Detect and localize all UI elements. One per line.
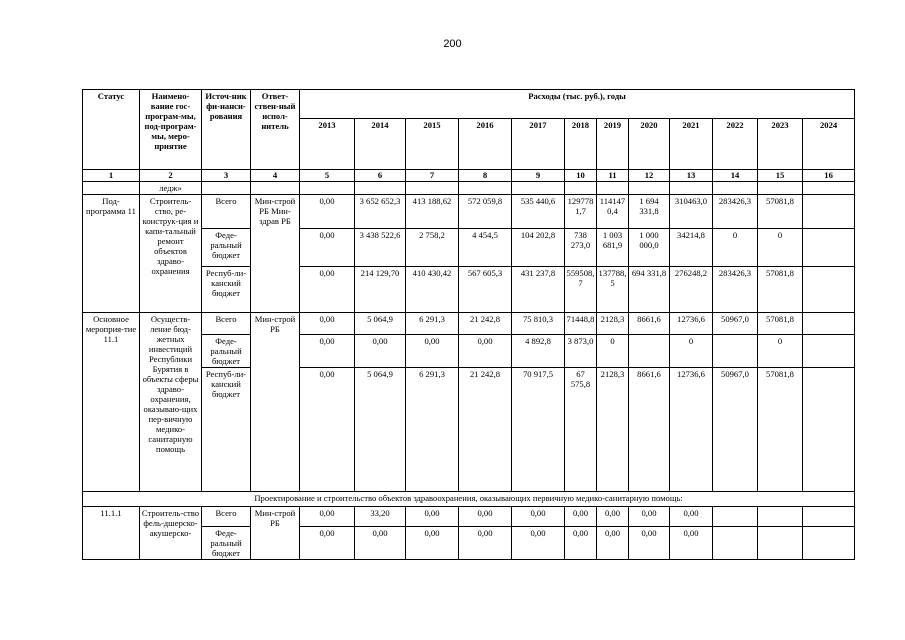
expense-value: 2128,3 bbox=[597, 368, 629, 492]
expense-value: 0,00 bbox=[512, 527, 565, 560]
expense-value: 8661,6 bbox=[629, 313, 670, 335]
expense-value: 70 917,5 bbox=[512, 368, 565, 492]
header-year: 2024 bbox=[803, 119, 855, 170]
expense-value: 0 bbox=[758, 229, 803, 267]
expense-value: 214 129,70 bbox=[355, 267, 406, 313]
expense-value: 0,00 bbox=[300, 368, 355, 492]
expense-value: 50967,0 bbox=[713, 368, 758, 492]
expense-value: 410 430,42 bbox=[406, 267, 459, 313]
expense-value: 0,00 bbox=[300, 229, 355, 267]
expense-value: 21 242,8 bbox=[459, 313, 512, 335]
expense-value bbox=[713, 507, 758, 527]
expense-value: 0,00 bbox=[355, 527, 406, 560]
section-row bbox=[83, 492, 855, 507]
expense-value bbox=[713, 335, 758, 368]
funding-source: Респуб-ли-канский бюджет bbox=[202, 267, 251, 313]
expense-value: 2 758,2 bbox=[406, 229, 459, 267]
item-status: 11.1.1 bbox=[83, 507, 140, 560]
funding-source: Феде-ральный бюджет bbox=[202, 335, 251, 368]
column-number: 14 bbox=[713, 170, 758, 182]
expense-value: 0,00 bbox=[406, 335, 459, 368]
item-name: Строитель-ство фель-дшерско-акушерско- bbox=[140, 507, 202, 560]
column-number: 13 bbox=[670, 170, 713, 182]
expense-value: 0,00 bbox=[300, 527, 355, 560]
expense-value: 4 892,8 bbox=[512, 335, 565, 368]
expense-value: 6 291,3 bbox=[406, 368, 459, 492]
expense-value: 0 bbox=[597, 335, 629, 368]
expense-value: 0 bbox=[758, 335, 803, 368]
measure-executor: Мин-строй РБ bbox=[251, 313, 300, 492]
expense-value: 0 bbox=[670, 335, 713, 368]
expense-value: 0,00 bbox=[670, 527, 713, 560]
expense-value: 1141470,4 bbox=[597, 195, 629, 229]
expense-value: 21 242,8 bbox=[459, 368, 512, 492]
column-number: 9 bbox=[512, 170, 565, 182]
expense-value: 5 064,9 bbox=[355, 368, 406, 492]
expense-value: 67 575,8 bbox=[565, 368, 597, 492]
expense-value: 33,20 bbox=[355, 507, 406, 527]
expense-value: 694 331,8 bbox=[629, 267, 670, 313]
column-number: 12 bbox=[629, 170, 670, 182]
funding-source: Феде-ральный бюджет bbox=[202, 527, 251, 560]
expense-value: 8661,6 bbox=[629, 368, 670, 492]
column-number: 8 bbox=[459, 170, 512, 182]
funding-source: Всего bbox=[202, 507, 251, 527]
expense-value: 0,00 bbox=[300, 267, 355, 313]
expense-value bbox=[803, 313, 855, 335]
header-status: Статус bbox=[83, 90, 140, 170]
expense-value: 0 bbox=[713, 229, 758, 267]
header-year: 2021 bbox=[670, 119, 713, 170]
expense-value bbox=[713, 527, 758, 560]
expense-value: 0,00 bbox=[565, 527, 597, 560]
expense-value: 0,00 bbox=[300, 195, 355, 229]
subprogram-row bbox=[83, 195, 855, 229]
column-number: 16 bbox=[803, 170, 855, 182]
expense-value: 3 873,0 bbox=[565, 335, 597, 368]
measure-status: Основное мероприя-тие 11.1 bbox=[83, 313, 140, 492]
expense-value: 0,00 bbox=[597, 507, 629, 527]
expense-value bbox=[758, 527, 803, 560]
expense-value: 0,00 bbox=[670, 507, 713, 527]
expense-value: 0,00 bbox=[406, 527, 459, 560]
expense-value: 2128,3 bbox=[597, 313, 629, 335]
expense-value: 57081,8 bbox=[758, 313, 803, 335]
subprogram-name: Строитель-ство, ре-конструк-ция и капи-тальный ремонт объектов здраво-охранения bbox=[140, 195, 202, 313]
measure-row bbox=[83, 313, 855, 335]
expense-value: 4 454,5 bbox=[459, 229, 512, 267]
header-year: 2019 bbox=[597, 119, 629, 170]
expense-value: 12736,6 bbox=[670, 313, 713, 335]
expense-value bbox=[758, 507, 803, 527]
budget-table bbox=[82, 89, 855, 560]
expense-value: 71448,8 bbox=[565, 313, 597, 335]
expense-value: 0,00 bbox=[300, 313, 355, 335]
expense-value: 1 000 000,0 bbox=[629, 229, 670, 267]
column-number: 4 bbox=[251, 170, 300, 182]
column-number: 7 bbox=[406, 170, 459, 182]
expense-value bbox=[803, 527, 855, 560]
header-year: 2014 bbox=[355, 119, 406, 170]
expense-value: 0,00 bbox=[300, 507, 355, 527]
expense-value: 559508,7 bbox=[565, 267, 597, 313]
expense-value: 572 059,8 bbox=[459, 195, 512, 229]
expense-value: 0,00 bbox=[459, 335, 512, 368]
expense-value: 12736,6 bbox=[670, 368, 713, 492]
expense-value bbox=[803, 267, 855, 313]
header-year: 2023 bbox=[758, 119, 803, 170]
expense-value: 0,00 bbox=[629, 507, 670, 527]
column-number: 2 bbox=[140, 170, 202, 182]
page-number: 200 bbox=[443, 38, 462, 50]
expense-value: 413 188,62 bbox=[406, 195, 459, 229]
continuation-row bbox=[83, 182, 855, 195]
header-executor: Ответ-ствен-ный испол-нитель bbox=[251, 90, 300, 170]
expense-value: 0,00 bbox=[459, 507, 512, 527]
measure-name: Осуществ-ление бюд-жетных инвестиций Республики Бурятия в объекты сферы здраво-охранения, оказываю-щих пер-вичную медико-санитарную помощь bbox=[140, 313, 202, 492]
expense-value: 0,00 bbox=[355, 335, 406, 368]
funding-source: Респуб-ли-канский бюджет bbox=[202, 368, 251, 492]
expense-value: 137788,5 bbox=[597, 267, 629, 313]
expense-value: 5 064,9 bbox=[355, 313, 406, 335]
expense-value: 57081,8 bbox=[758, 195, 803, 229]
expense-value: 310463,0 bbox=[670, 195, 713, 229]
expense-value: 0,00 bbox=[629, 527, 670, 560]
expense-value bbox=[803, 368, 855, 492]
continuation-name: ледж» bbox=[140, 182, 202, 195]
expense-value: 3 652 652,3 bbox=[355, 195, 406, 229]
column-number: 5 bbox=[300, 170, 355, 182]
expense-value: 0,00 bbox=[459, 527, 512, 560]
header-year: 2015 bbox=[406, 119, 459, 170]
header-name: Наимено-вание гос-програм-мы, под-програм-мы, меро-приятие bbox=[140, 90, 202, 170]
column-number: 11 bbox=[597, 170, 629, 182]
header-year: 2013 bbox=[300, 119, 355, 170]
expense-value: 0,00 bbox=[300, 335, 355, 368]
expense-value bbox=[803, 229, 855, 267]
expense-value: 535 440,6 bbox=[512, 195, 565, 229]
expense-value: 1 694 331,8 bbox=[629, 195, 670, 229]
expense-value: 276248,2 bbox=[670, 267, 713, 313]
expense-value: 0,00 bbox=[406, 507, 459, 527]
column-number: 10 bbox=[565, 170, 597, 182]
expense-value: 3 438 522,6 bbox=[355, 229, 406, 267]
expense-value: 57081,8 bbox=[758, 267, 803, 313]
header-expenses: Расходы (тыс. руб.), годы bbox=[300, 90, 855, 119]
expense-value: 567 605,3 bbox=[459, 267, 512, 313]
section-title: Проектирование и строительство объектов здравоохранения, оказывающих первичную медико-санитарную помощь: bbox=[83, 492, 855, 507]
expense-value bbox=[803, 195, 855, 229]
expense-value: 738 273,0 bbox=[565, 229, 597, 267]
expense-value bbox=[803, 335, 855, 368]
funding-source: Всего bbox=[202, 195, 251, 229]
expense-value: 1297781,7 bbox=[565, 195, 597, 229]
subprogram-executor: Мин-строй РБ Мин-здрав РБ bbox=[251, 195, 300, 313]
header-year: 2018 bbox=[565, 119, 597, 170]
column-number: 3 bbox=[202, 170, 251, 182]
expense-value: 75 810,3 bbox=[512, 313, 565, 335]
funding-source: Феде-ральный бюджет bbox=[202, 229, 251, 267]
expense-value: 34214,8 bbox=[670, 229, 713, 267]
expense-value: 104 202,8 bbox=[512, 229, 565, 267]
expense-value: 6 291,3 bbox=[406, 313, 459, 335]
header-source: Источ-ник фи-нанси-рования bbox=[202, 90, 251, 170]
expense-value bbox=[629, 335, 670, 368]
header-year: 2016 bbox=[459, 119, 512, 170]
item-executor: Мин-строй РБ bbox=[251, 507, 300, 560]
expense-value: 1 003 681,9 bbox=[597, 229, 629, 267]
funding-source: Всего bbox=[202, 313, 251, 335]
expense-value: 50967,0 bbox=[713, 313, 758, 335]
column-number: 1 bbox=[83, 170, 140, 182]
column-number: 15 bbox=[758, 170, 803, 182]
expense-value: 0,00 bbox=[565, 507, 597, 527]
expense-value: 0,00 bbox=[512, 507, 565, 527]
expense-value: 431 237,8 bbox=[512, 267, 565, 313]
expense-value bbox=[803, 507, 855, 527]
expense-value: 283426,3 bbox=[713, 195, 758, 229]
expense-value: 0,00 bbox=[597, 527, 629, 560]
column-number: 6 bbox=[355, 170, 406, 182]
subprogram-status: Под-программа 11 bbox=[83, 195, 140, 313]
item-row bbox=[83, 507, 855, 527]
header-year: 2017 bbox=[512, 119, 565, 170]
expense-value: 57081,8 bbox=[758, 368, 803, 492]
expense-value: 283426,3 bbox=[713, 267, 758, 313]
header-year: 2022 bbox=[713, 119, 758, 170]
header-year: 2020 bbox=[629, 119, 670, 170]
